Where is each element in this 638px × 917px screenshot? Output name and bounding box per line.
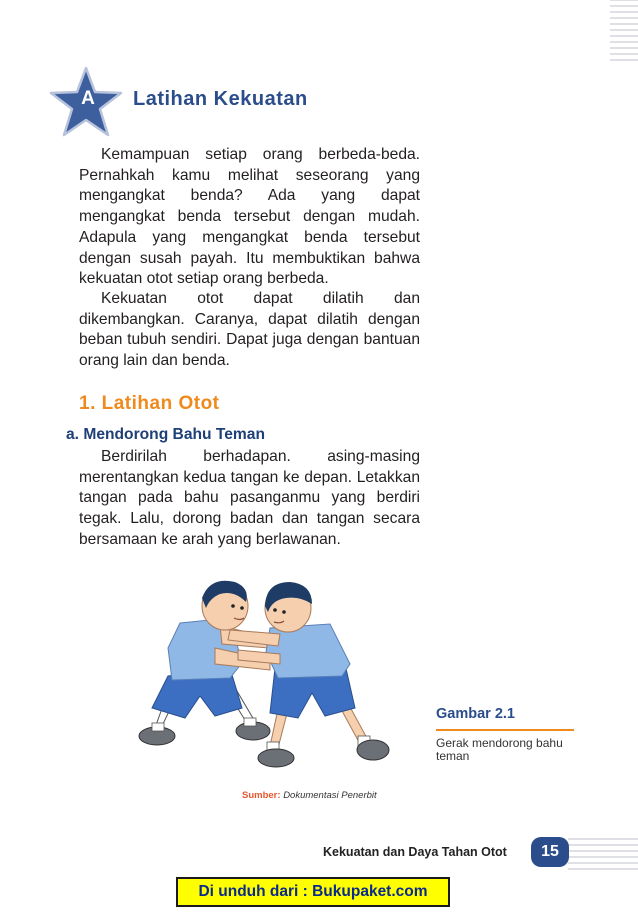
section-title: Latihan Kekuatan xyxy=(133,88,308,110)
footer-book-title: Kekuatan dan Daya Tahan Otot xyxy=(323,845,507,859)
paragraph-1-text: Kemampuan setiap orang berbeda-beda. Pernahkah kamu melihat seseorang yang mengangkat benda? Ada yang dapat mengangkat benda tersebut dengan mudah. Adapula yang mengangkat benda tersebut dengan susah payah. Itu membuktikan bahwa kekuatan otot setiap orang berbeda. xyxy=(79,146,420,288)
section-letter: A xyxy=(81,88,95,109)
subsection-title: 1. Latihan Otot xyxy=(79,393,220,414)
source-value: Dokumentasi Penerbit xyxy=(283,790,377,801)
paragraph-1 xyxy=(79,145,420,290)
paragraph-3-text: Berdirilah berhadapan. asing-masing merentangkan kedua tangan ke depan. Letakkan tangan pada bahu pasanganmu yang berdiri tegak. Lalu, dorong badan dan tangan secara bersamaan ke arah yang berlawanan. xyxy=(79,448,420,548)
paragraph-3 xyxy=(79,447,420,551)
source-label: Sumber: xyxy=(242,790,281,801)
footer-decoration xyxy=(568,835,638,875)
illustration-boys-pushing xyxy=(130,568,420,783)
figure-source xyxy=(242,790,377,801)
exercise-title: a. Mendorong Bahu Teman xyxy=(66,426,265,443)
page-number: 15 xyxy=(531,837,569,867)
corner-decoration xyxy=(598,0,638,120)
paragraph-2 xyxy=(79,289,420,372)
download-banner[interactable]: Di unduh dari : Bukupaket.com xyxy=(176,877,450,907)
paragraph-2-text: Kekuatan otot dapat dilatih dan dikembangkan. Caranya, dapat dilatih dengan beban tubuh sendiri. Dapat juga dengan bantuan orang lain dan benda. xyxy=(79,290,420,370)
figure-caption-title: Gambar 2.1 xyxy=(436,706,515,722)
caption-divider xyxy=(436,729,574,731)
figure-caption-text: Gerak mendorong bahu teman xyxy=(436,736,563,763)
left-boy xyxy=(139,581,270,745)
